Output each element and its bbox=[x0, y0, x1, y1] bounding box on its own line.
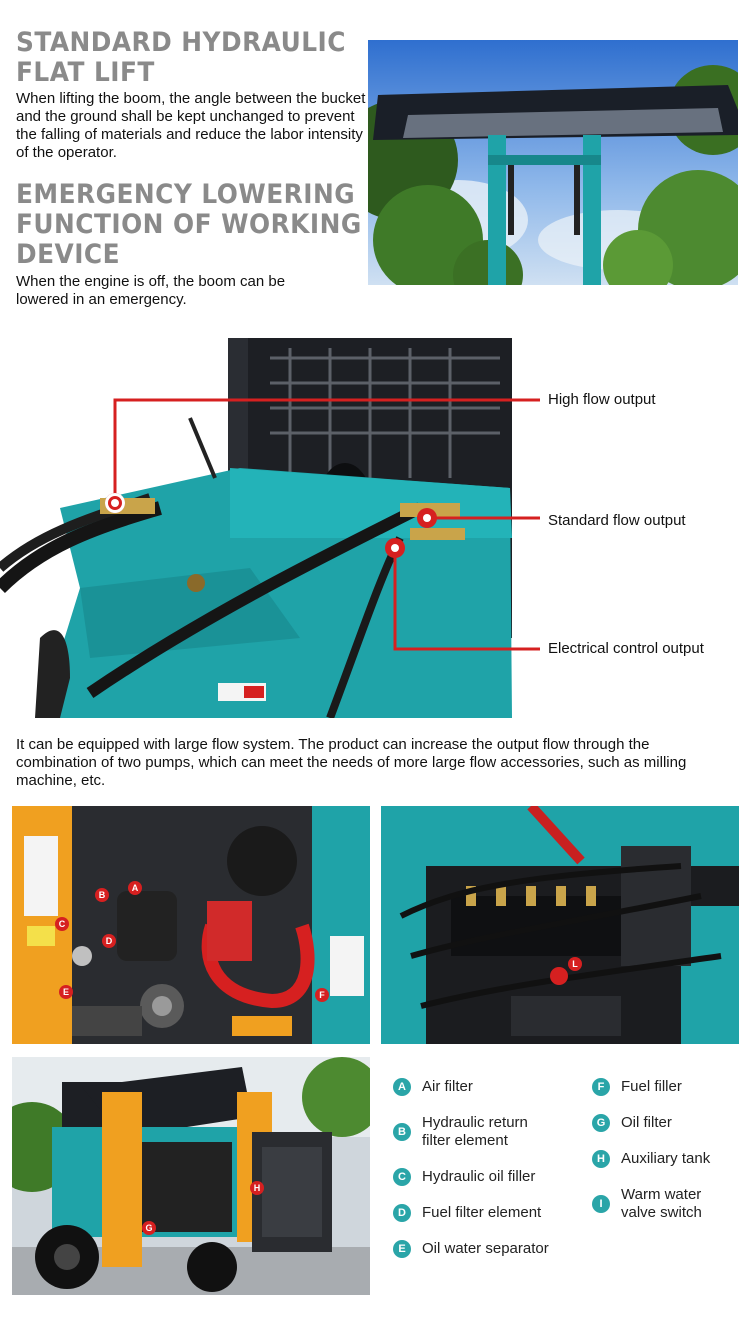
legend-letter-badge: C bbox=[393, 1168, 411, 1186]
legend-label: Oil water separator bbox=[422, 1240, 549, 1257]
legend-item-f bbox=[592, 1078, 682, 1096]
heading-emergency-lowering bbox=[16, 180, 362, 270]
heading-line: STANDARD HYDRAULIC bbox=[16, 27, 346, 58]
valve-block-photo bbox=[381, 806, 739, 1044]
legend-item-b bbox=[393, 1114, 552, 1150]
legend-letter-badge: D bbox=[393, 1204, 411, 1222]
bucket-lift-photo bbox=[368, 40, 738, 285]
engine-tag-a: A bbox=[128, 881, 142, 895]
flat-lift-description: When lifting the boom, the angle between the bucket and the ground shall be kept unchanged to prevent the falling of materials and reduce the labor intensity of the operator. bbox=[16, 90, 366, 161]
legend-item-i bbox=[592, 1186, 731, 1222]
engine-tag-f: F bbox=[315, 988, 329, 1002]
legend-item-a bbox=[393, 1078, 473, 1096]
emergency-lowering-description: When the engine is off, the boom can be lowered in an emergency. bbox=[16, 273, 286, 308]
legend-item-h bbox=[592, 1150, 710, 1168]
legend-label: Hydraulic return filter element bbox=[422, 1114, 528, 1149]
legend-item-c bbox=[393, 1168, 535, 1186]
heading-line: FLAT LIFT bbox=[16, 57, 155, 88]
legend-label: Warm water valve switch bbox=[621, 1186, 702, 1221]
rear-machine-photo bbox=[12, 1057, 370, 1295]
heading-line: DEVICE bbox=[16, 239, 121, 270]
legend-label: Fuel filter element bbox=[422, 1204, 542, 1221]
legend-label: Hydraulic oil filler bbox=[422, 1168, 536, 1185]
legend-letter-badge: F bbox=[592, 1078, 610, 1096]
heading-line: EMERGENCY LOWERING bbox=[16, 179, 356, 210]
callout-target-icon bbox=[417, 508, 437, 528]
legend-item-d bbox=[393, 1204, 541, 1222]
legend-label: Air filter bbox=[422, 1078, 473, 1095]
legend-item-e bbox=[393, 1240, 549, 1258]
legend-item-g bbox=[592, 1114, 672, 1132]
legend-letter-badge: I bbox=[592, 1195, 610, 1213]
legend-letter-badge: G bbox=[592, 1114, 610, 1132]
engine-tag-c: C bbox=[55, 917, 69, 931]
callout-high-flow: High flow output bbox=[548, 391, 656, 408]
engine-tag-d: D bbox=[102, 934, 116, 948]
legend-letter-badge: B bbox=[393, 1123, 411, 1141]
engine-tag-b: B bbox=[95, 888, 109, 902]
legend-label: Fuel filler bbox=[621, 1078, 682, 1095]
callout-target-icon bbox=[385, 538, 405, 558]
heading-hydraulic-flat-lift bbox=[16, 28, 346, 88]
callout-standard-flow: Standard flow output bbox=[548, 512, 686, 529]
legend-label: Auxiliary tank bbox=[621, 1150, 711, 1167]
rear-tag-g: G bbox=[142, 1221, 156, 1235]
legend-letter-badge: E bbox=[393, 1240, 411, 1258]
legend-letter-badge: H bbox=[592, 1150, 610, 1168]
large-flow-description: It can be equipped with large flow system. The product can increase the output flow through the combination of two pumps, which can meet the needs of more large flow accessories, such as milling machine, etc. bbox=[16, 736, 687, 789]
callout-electrical-control: Electrical control output bbox=[548, 640, 704, 657]
callout-target-icon bbox=[105, 493, 125, 513]
rear-tag-h: H bbox=[250, 1181, 264, 1195]
legend-letter-badge: A bbox=[393, 1078, 411, 1096]
valve-tag-l: L bbox=[568, 957, 582, 971]
engine-tag-e: E bbox=[59, 985, 73, 999]
heading-line: FUNCTION OF WORKING bbox=[16, 209, 362, 240]
legend-label: Oil filter bbox=[621, 1114, 672, 1131]
